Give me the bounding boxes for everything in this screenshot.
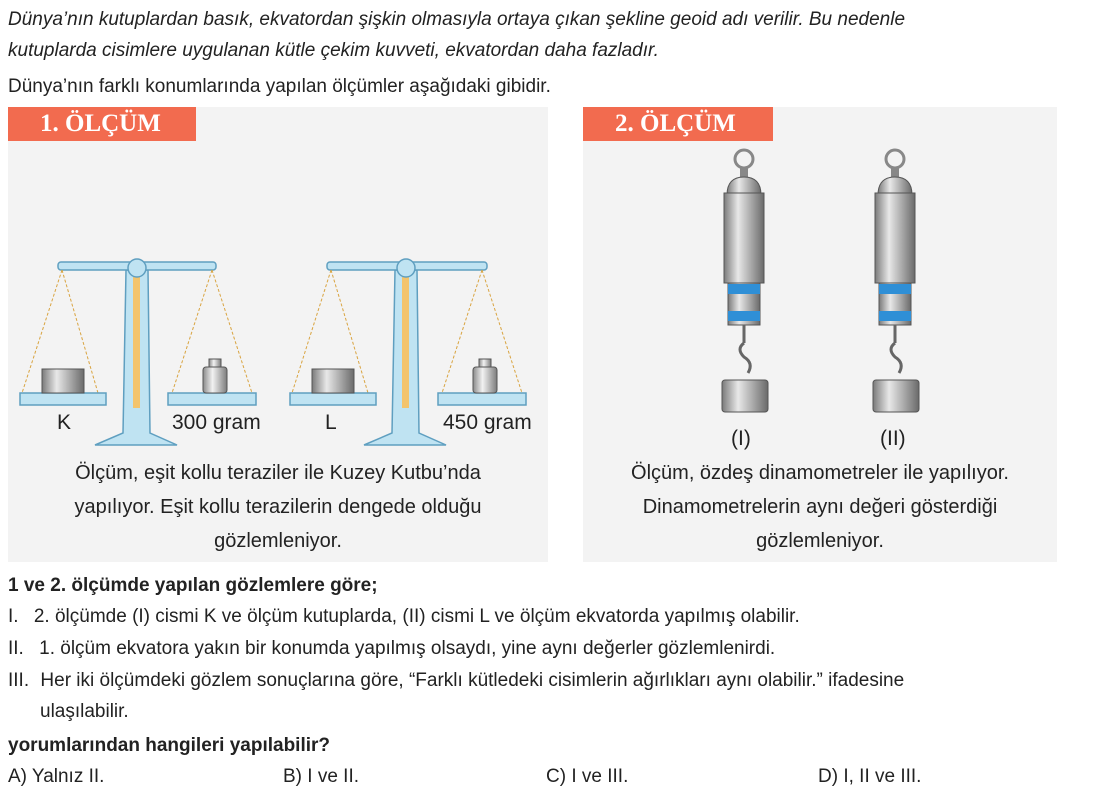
measure2-caption-line-2: Dinamometrelerin aynı değeri gösterdiği bbox=[642, 496, 998, 518]
measure2-caption bbox=[583, 456, 1057, 558]
label-k: K bbox=[57, 411, 72, 434]
dynamometer-1 bbox=[722, 150, 768, 412]
option-c[interactable]: C) I ve III. bbox=[546, 766, 629, 787]
measure2-badge: 2. ÖLÇÜM bbox=[583, 107, 773, 141]
intro-line-3: Dünya’nın farklı konumlarında yapılan ölçümler aşağıdaki gibidir. bbox=[8, 76, 551, 97]
label-l: L bbox=[325, 411, 337, 434]
question-ask: yorumlarından hangileri yapılabilir? bbox=[8, 735, 331, 756]
measure1-caption-line-3: gözlemleniyor. bbox=[214, 530, 342, 552]
question-stem: 1 ve 2. ölçümde yapılan gözlemlere göre; bbox=[8, 575, 378, 596]
intro-line-2: kutuplarda cisimlere uygulanan kütle çekim kuvveti, ekvatordan daha fazladır. bbox=[8, 40, 659, 61]
measure1-badge: 1. ÖLÇÜM bbox=[8, 107, 196, 141]
intro-line-1: Dünya’nın kutuplardan basık, ekvatordan şişkin olmasıyla ortaya çıkan şekline geoid adı verilir. Bu nedenle bbox=[8, 9, 906, 30]
statement-3-continued: ulaşılabilir. bbox=[40, 701, 129, 722]
label-dynamometer-2: (II) bbox=[880, 427, 906, 450]
label-dynamometer-1: (I) bbox=[731, 427, 751, 450]
option-a[interactable]: A) Yalnız II. bbox=[8, 766, 105, 787]
measure1-caption-line-2: yapılıyor. Eşit kollu terazilerin dengede olduğu bbox=[74, 496, 482, 518]
option-d[interactable]: D) I, II ve III. bbox=[818, 766, 922, 787]
measure1-caption bbox=[8, 456, 548, 558]
measure1-caption-line-1: Ölçüm, eşit kollu teraziler ile Kuzey Kutbu’nda bbox=[75, 462, 481, 484]
statement-2-number: II. bbox=[8, 638, 24, 659]
statement-1-number: I. bbox=[8, 606, 19, 627]
statement-1-text: 2. ölçümde (I) cismi K ve ölçüm kutuplarda, (II) cismi L ve ölçüm ekvatorda yapılmış olabilir. bbox=[33, 606, 800, 627]
statement-3 bbox=[8, 666, 904, 696]
statement-1 bbox=[8, 602, 800, 632]
label-300-gram: 300 gram bbox=[172, 411, 261, 434]
measure2-caption-line-3: gözlemleniyor. bbox=[756, 530, 884, 552]
statement-2-text: 1. ölçüm ekvatora yakın bir konumda yapılmış olsaydı, yine aynı değerler gözlemlenirdi. bbox=[39, 638, 776, 659]
statement-3-number: III. bbox=[8, 670, 30, 691]
statement-3-text: Her iki ölçümdeki gözlem sonuçlarına göre, “Farklı kütledeki cisimlerin ağırlıkları aynı olabilir.” ifadesine bbox=[40, 670, 905, 691]
dynamometer-2 bbox=[873, 150, 919, 412]
option-b[interactable]: B) I ve II. bbox=[283, 766, 360, 787]
measure2-caption-line-1: Ölçüm, özdeş dinamometreler ile yapılıyor. bbox=[631, 462, 1009, 484]
label-450-gram: 450 gram bbox=[443, 411, 532, 434]
statement-2 bbox=[8, 634, 775, 664]
